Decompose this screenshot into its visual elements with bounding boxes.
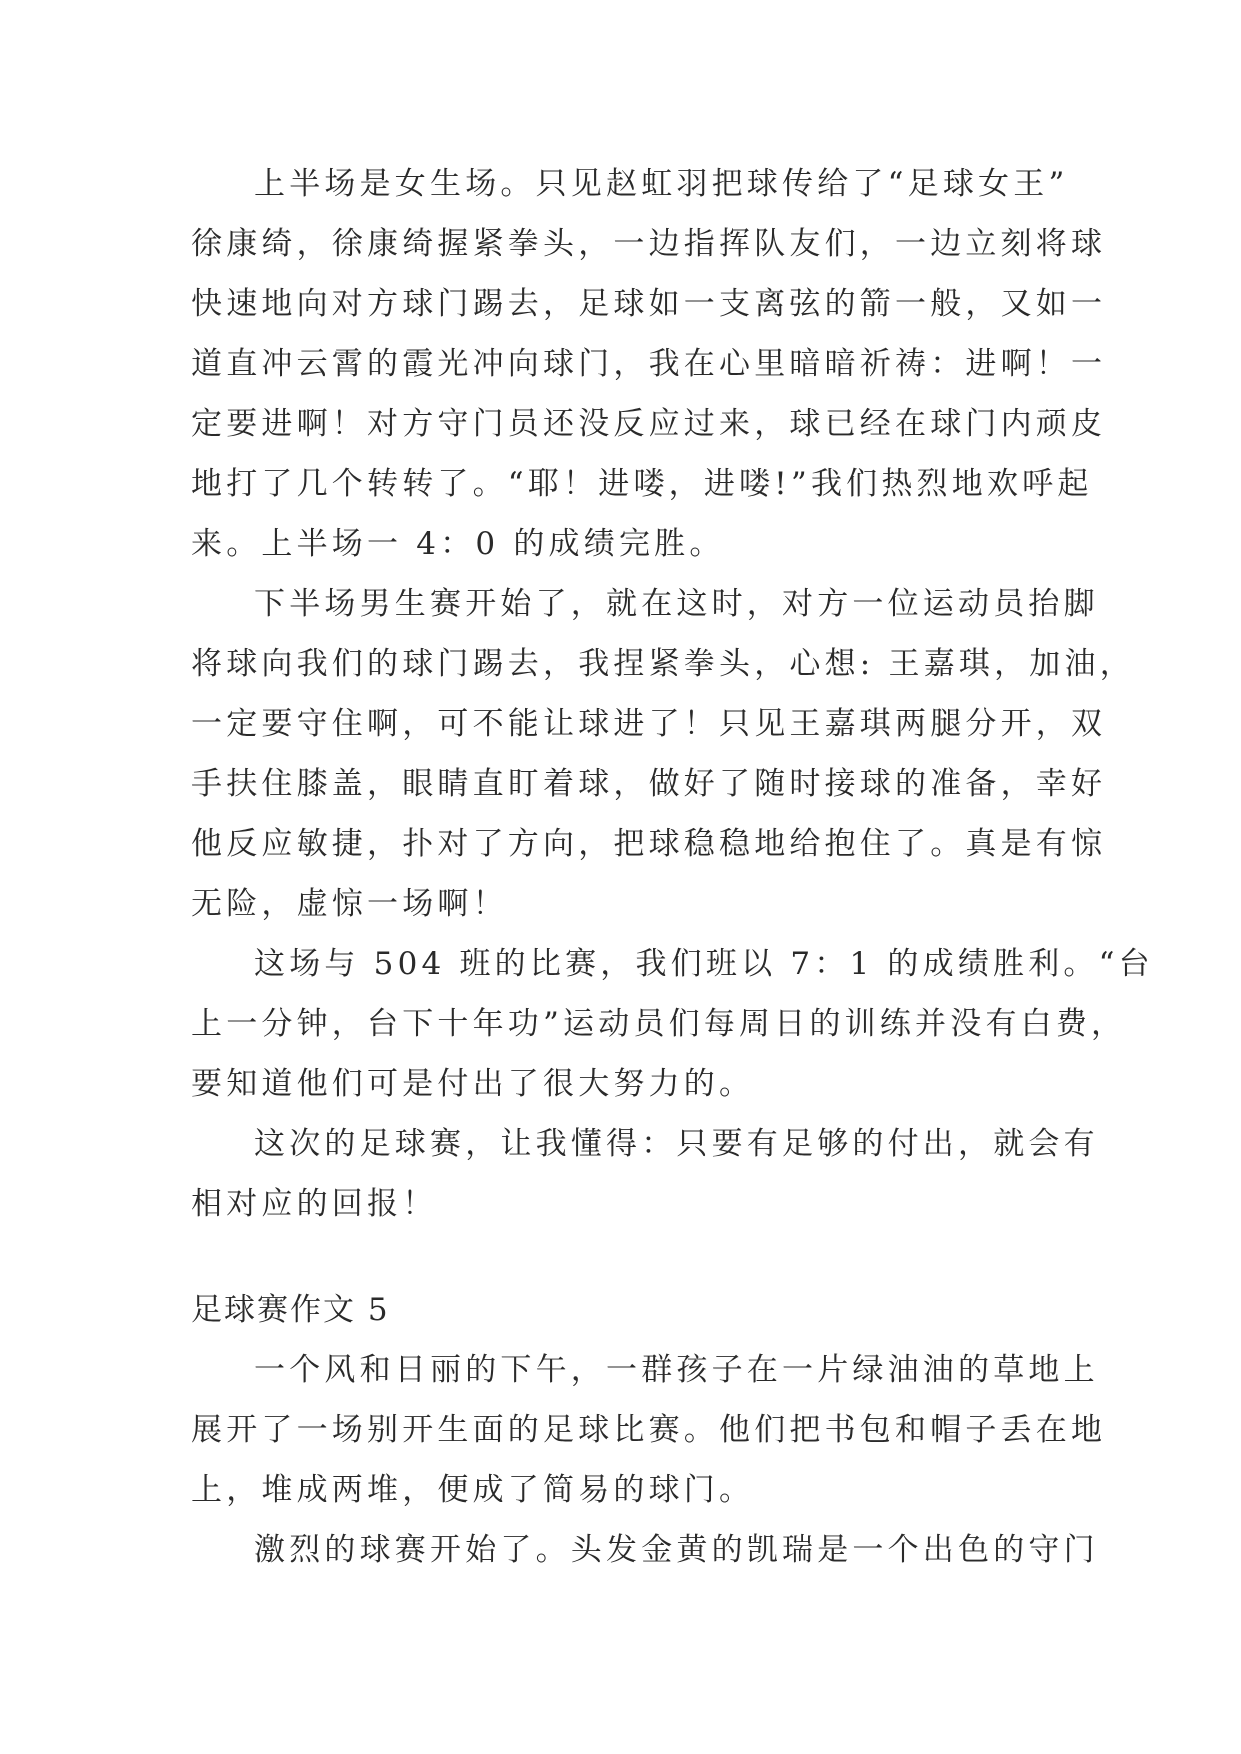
text-line: 要知道他们可是付出了很大努力的。 [191,1066,755,1102]
text-line: 将球向我们的球门踢去，我捏紧拳头，心想: 王嘉琪，加油， [191,646,1135,682]
text-line: 定要进啊！对方守门员还没反应过来，球已经在球门内顽皮 [191,406,1107,442]
text-line: 下半场男生赛开始了，就在这时，对方一位运动员抬脚 [254,586,1099,622]
text-line: 地打了几个转转了。“耶！进喽，进喽!”我们热烈地欢呼起 [191,466,1093,502]
text-line: 激烈的球赛开始了。头发金黄的凯瑞是一个出色的守门 [254,1532,1099,1568]
text-line: 一定要守住啊，可不能让球进了！只见王嘉琪两腿分开，双 [191,706,1107,742]
essay-title: 足球赛作文 5 [191,1292,390,1328]
text-line: 这场与 504 班的比赛，我们班以 7：1 的成绩胜利。“台 [254,946,1154,982]
text-line: 上一分钟，台下十年功”运动员们每周日的训练并没有白费， [191,1006,1127,1042]
text-line: 来。上半场一 4：0 的成绩完胜。 [191,526,725,562]
text-line: 无险，虚惊一场啊！ [191,886,508,922]
text-line: 徐康绮，徐康绮握紧拳头，一边指挥队友们，一边立刻将球 [191,226,1107,262]
text-line: 展开了一场别开生面的足球比赛。他们把书包和帽子丢在地 [191,1412,1107,1448]
text-line: 相对应的回报！ [191,1186,438,1222]
text-line: 上，堆成两堆，便成了简易的球门。 [191,1472,755,1508]
text-line: 他反应敏捷，扑对了方向，把球稳稳地给抱住了。真是有惊 [191,826,1107,862]
text-line: 一个风和日丽的下午，一群孩子在一片绿油油的草地上 [254,1352,1099,1388]
text-line: 手扶住膝盖，眼睛直盯着球，做好了随时接球的准备，幸好 [191,766,1107,802]
text-line: 快速地向对方球门踢去，足球如一支离弦的箭一般，又如一 [191,286,1107,322]
text-line: 这次的足球赛，让我懂得：只要有足够的付出，就会有 [254,1126,1099,1162]
text-line: 上半场是女生场。只见赵虹羽把球传给了“足球女王” [254,166,1069,202]
text-line: 道直冲云霄的霞光冲向球门，我在心里暗暗祈祷：进啊！一 [191,346,1107,382]
